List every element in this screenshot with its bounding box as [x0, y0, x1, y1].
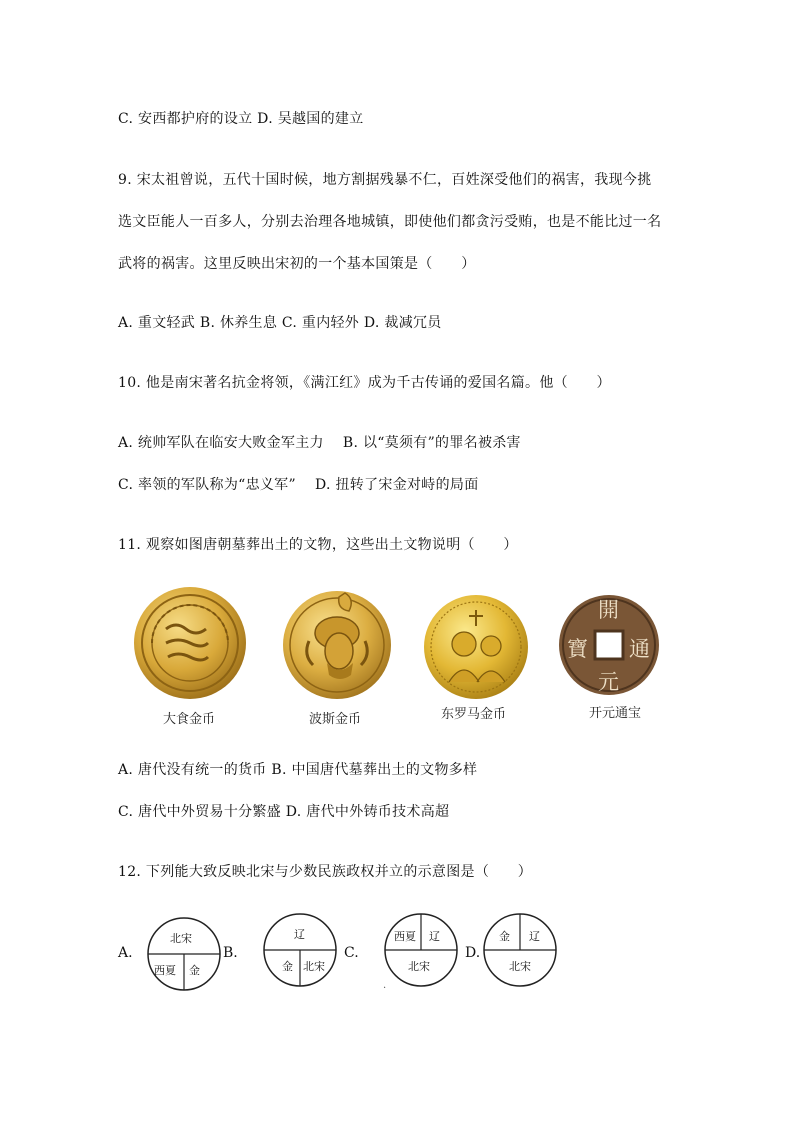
kaiyuan-char-bottom: 元 — [598, 670, 619, 694]
q9-options: A. 重文轻武 B. 休养生息 C. 重内轻外 D. 裁减冗员 — [118, 315, 442, 331]
q12-diagram-c — [383, 912, 459, 988]
q12-option-c-label: C. — [344, 945, 359, 961]
q8-options-cd: C. 安西都护府的设立 D. 吴越国的建立 — [118, 111, 364, 127]
q12-c-bottom-label: 北宋 — [408, 960, 430, 973]
dashi-gold-coin — [132, 585, 248, 701]
q10-options-cd: C. 率领的军队称为“忠义军” D. 扭转了宋金对峙的局面 — [118, 477, 479, 493]
q12-option-a-label: A. — [118, 945, 133, 961]
q12-option-b-label: B. — [223, 945, 238, 961]
q12-diagram-a-shape — [146, 916, 222, 992]
q12-option-d-label: D. — [465, 945, 481, 961]
dashi-coin-caption: 大食金币 — [163, 712, 216, 727]
q12-b-right-label: 北宋 — [303, 960, 325, 973]
q12-a-right-label: 金 — [189, 964, 200, 977]
q11-stem: 11. 观察如图唐朝墓葬出土的文物，这些出土文物说明（ ） — [118, 537, 518, 553]
q12-c-left-label: 西夏 — [394, 930, 416, 943]
q12-diagram-d — [482, 912, 558, 988]
q11-options-ab: A. 唐代没有统一的货币 B. 中国唐代墓葬出土的文物多样 — [118, 762, 478, 778]
stray-dot-mark: . — [383, 980, 387, 991]
byzantine-coin-caption: 东罗马金币 — [441, 707, 507, 722]
kaiyuan-coin-caption: 开元通宝 — [589, 706, 642, 721]
persian-gold-coin — [279, 585, 395, 701]
q12-diagram-b-shape — [262, 912, 338, 988]
kaiyuan-tongbao-coin — [556, 592, 672, 708]
q10-options-ab: A. 统帅军队在临安大败金军主力 B. 以“莫须有”的罪名被杀害 — [118, 435, 521, 451]
q12-b-left-label: 金 — [282, 960, 293, 973]
dashi-coin-art — [132, 585, 248, 701]
q12-a-left-label: 西夏 — [154, 964, 176, 977]
q12-d-bottom-label: 北宋 — [509, 960, 531, 973]
q12-stem: 12. 下列能大致反映北宋与少数民族政权并立的示意图是（ ） — [118, 864, 533, 880]
kaiyuan-char-right: 通 — [629, 637, 650, 661]
q12-b-top-label: 辽 — [294, 928, 305, 941]
q12-c-right-label: 辽 — [429, 930, 440, 943]
q12-d-left-label: 金 — [499, 930, 510, 943]
q10-stem: 10. 他是南宋著名抗金将领，《满江红》成为千古传诵的爱国名篇。他（ ） — [118, 375, 611, 391]
q9-stem-line3: 武将的祸害。这里反映出宋初的一个基本国策是（ ） — [118, 256, 476, 272]
q12-diagram-b — [262, 912, 338, 988]
q11-options-cd: C. 唐代中外贸易十分繁盛 D. 唐代中外铸币技术高超 — [118, 804, 450, 820]
q12-diagram-c-shape — [383, 912, 459, 988]
q9-stem-line2: 选文臣能人一百多人，分别去治理各地城镇，即使他们都贪污受贿，也是不能比过一名 — [118, 214, 662, 230]
byzantine-gold-coin — [421, 592, 537, 708]
persian-coin-art — [279, 585, 395, 701]
kaiyuan-char-top: 開 — [598, 598, 619, 622]
kaiyuan-char-left: 寶 — [567, 637, 588, 661]
q12-a-top-label: 北宋 — [170, 932, 192, 945]
persian-coin-caption: 波斯金币 — [309, 712, 362, 727]
q12-d-right-label: 辽 — [529, 930, 540, 943]
byzantine-coin-art — [421, 592, 531, 702]
q12-diagram-a — [146, 916, 222, 992]
q9-stem-line1: 9. 宋太祖曾说，五代十国时候，地方割据残暴不仁，百姓深受他们的祸害，我现今挑 — [118, 172, 652, 188]
q12-diagram-d-shape — [482, 912, 558, 988]
